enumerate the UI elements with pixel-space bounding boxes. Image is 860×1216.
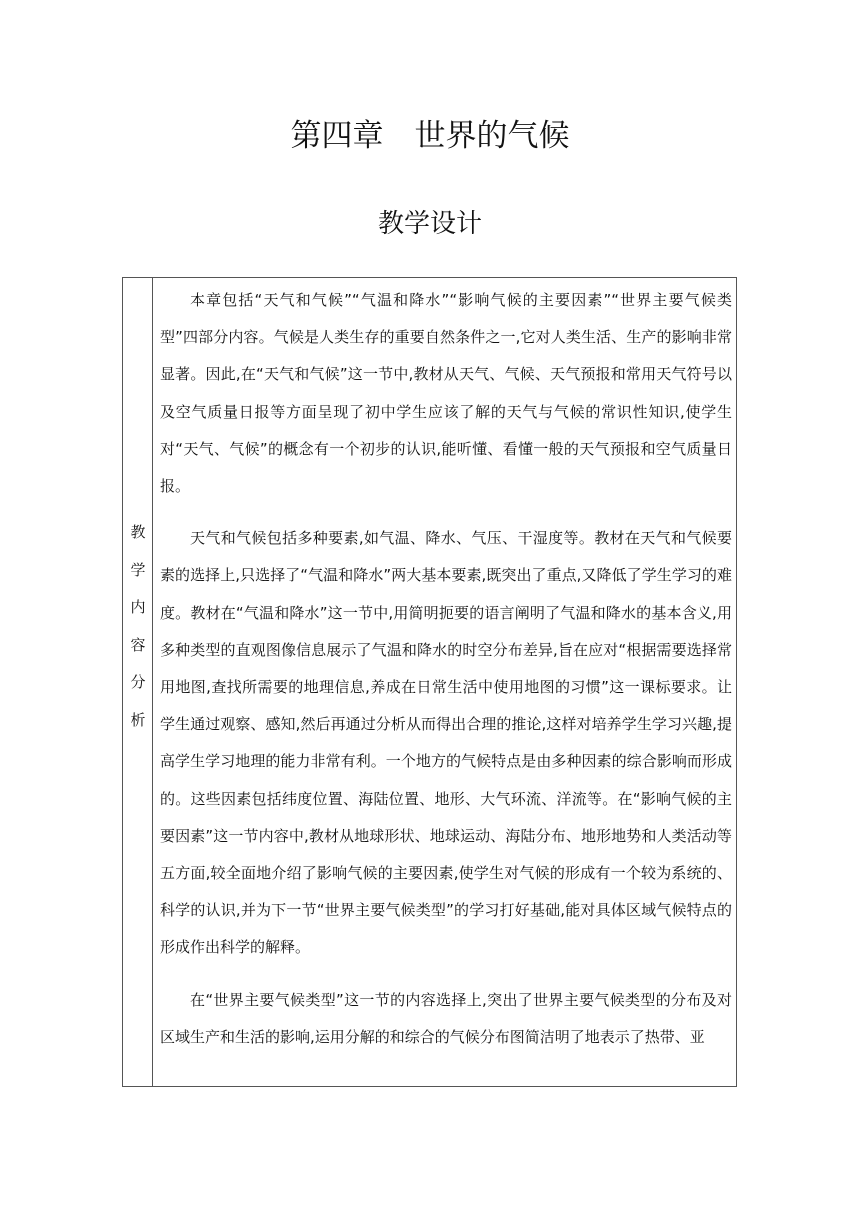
chapter-title: 第四章 世界的气候 [290,118,570,154]
row-label-char: 内 [130,598,146,616]
row-label-char: 教 [130,523,146,541]
document-subtitle: 教学设计 [377,209,482,239]
row-label-cell [123,278,153,1086]
paragraph: 在“世界主要气候类型”这一节的内容选择上,突出了世界主要气候类型的分布及对区域生产和生活的影响,运用分解的和综合的气候分布图简洁明了地表示了热带、亚 [160,990,732,1046]
row-label-char: 容 [130,635,146,654]
row-label-char: 学 [130,560,146,579]
row-label-char: 析 [130,710,146,729]
paragraph: 本章包括“天气和气候”“气温和降水”“影响气候的主要因素”“世界主要气候类型”四部分内容。气候是人类生存的重要自然条件之一,它对人类生活、生产的影响非常显著。因此,在“天气和气候”这一节中,教材从天气、气候、天气预报和常用天气符号以及空气质量日报等方面呈现了初中学生应该了解的天气与气候的常识性知识,使学生对“天气、气候”的概念有一个初步的认识,能听懂、看懂一般的天气预报和空气质量日报。 [160,291,732,496]
row-label [123,522,153,747]
teaching-content-table [122,277,737,1087]
row-label-char: 分 [130,673,146,691]
paragraph: 天气和气候包括多种要素,如气温、降水、气压、干湿度等。教材在天气和气候要素的选择上,只选择了“气温和降水”两大基本要素,既突出了重点,又降低了学生学习的难度。教材在“气温和降水”这一节中,用简明扼要的语言阐明了气温和降水的基本含义,用多种类型的直观图像信息展示了气温和降水的时空分布差异,旨在应对“根据需要选择常用地图,查找所需要的地理信息,养成在日常生活中使用地图的习惯”这一课标要求。让学生通过观察、感知,然后再通过分析从而得出合理的推论,这样对培养学生学习兴趣,提高学生学习地理的能力非常有利。一个地方的气候特点是由多种因素的综合影响而形成的。这些因素包括纬度位置、海陆位置、地形、大气环流、洋流等。在“影响气候的主要因素”这一节内容中,教材从地球形状、地球运动、海陆分布、地形地势和人类活动等五方面,较全面地介绍了影响气候的主要因素,使学生对气候的形成有一个较为系统的、科学的认识,并为下一节“世界主要气候类型”的学习打好基础,能对具体区域气候特点的形成作出科学的解释。 [160,529,732,957]
content-cell [160,282,732,1056]
